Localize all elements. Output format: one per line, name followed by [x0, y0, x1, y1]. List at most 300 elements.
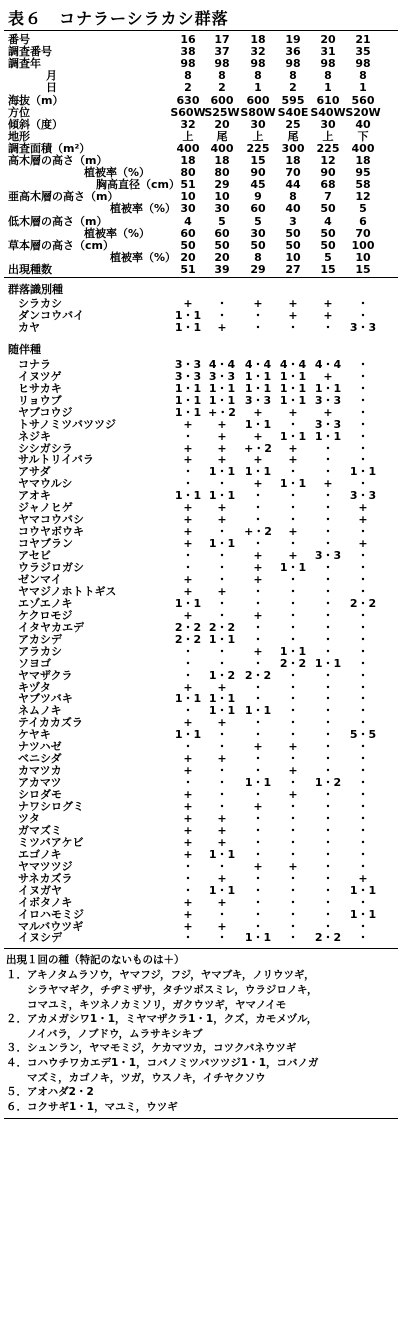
- cell-plot-2: ・: [216, 776, 228, 790]
- cell-plot-1: +: [183, 513, 193, 527]
- header-row: [0, 263, 402, 276]
- cell-plot-4: +: [288, 453, 298, 467]
- cell-plot-4: ・: [287, 907, 299, 921]
- cell-plot-4: 1・1: [279, 393, 307, 407]
- cell-plot-2: +: [217, 823, 227, 837]
- row-label: 調査面積（m²）: [8, 141, 91, 155]
- cell-plot-1: 51: [180, 262, 196, 276]
- cell-plot-5: 90: [320, 166, 336, 180]
- cell-plot-6: 98: [355, 57, 371, 71]
- cell-plot-5: S40W: [310, 105, 346, 119]
- cell-plot-5: ・: [322, 572, 334, 586]
- row-label: 植被率（%）: [84, 166, 151, 180]
- cell-plot-4: 70: [285, 166, 301, 180]
- header-row: [0, 251, 402, 264]
- cell-plot-6: 70: [355, 226, 371, 240]
- cell-plot-4: ・: [287, 513, 299, 527]
- cell-plot-6: 5・5: [349, 728, 377, 742]
- row-label: ヤマジノホトトギス: [18, 584, 117, 598]
- cell-plot-4: +: [288, 740, 298, 754]
- cell-plot-1: 2: [184, 81, 192, 95]
- cell-plot-2: +: [217, 453, 227, 467]
- cell-plot-4: ・: [287, 800, 299, 813]
- row-label: コヤブラン: [18, 537, 73, 551]
- cell-plot-5: 12: [320, 154, 336, 167]
- cell-plot-5: ・: [322, 561, 334, 574]
- cell-plot-4: 19: [285, 33, 301, 46]
- cell-plot-4: ・: [287, 596, 299, 610]
- footnote-line: ４．コハウチワカエデ1・1，コバノミツバツツジ1・1，コバノガ: [6, 1057, 319, 1069]
- cell-plot-1: 上: [182, 129, 194, 143]
- cell-plot-2: 98: [214, 57, 230, 71]
- cell-plot-1: ・: [182, 859, 194, 873]
- cell-plot-2: +: [217, 441, 227, 455]
- row-label: シロダモ: [18, 788, 62, 802]
- footnote-line: シラヤマギク，チヂミザサ，タチツボスミレ，ウラジロノキ，: [6, 984, 318, 996]
- cell-plot-2: 50: [214, 238, 230, 252]
- cell-plot-2: +: [217, 895, 227, 909]
- cell-plot-3: ・: [252, 788, 264, 802]
- footnote-line: ３．シュンラン，ヤマモミジ，ケカマツカ，コツクバネウツギ: [6, 1042, 297, 1055]
- cell-plot-3: ・: [252, 308, 264, 322]
- cell-plot-5: ・: [322, 692, 334, 706]
- cell-plot-6: ・: [357, 692, 369, 706]
- cell-plot-2: +: [217, 501, 227, 515]
- cell-plot-5: ・: [322, 513, 334, 527]
- section-label-companion: 随伴種: [8, 342, 41, 356]
- row-label: 番号: [8, 33, 30, 46]
- cell-plot-2: 1・2: [208, 668, 236, 682]
- cell-plot-1: +: [183, 453, 193, 467]
- row-label: キヅタ: [18, 680, 51, 694]
- row-label: サネカズラ: [18, 871, 73, 885]
- cell-plot-6: 6: [359, 214, 367, 228]
- cell-plot-5: 3・3: [314, 417, 342, 431]
- header-row: [0, 33, 402, 46]
- cell-plot-4: S40E: [277, 105, 309, 119]
- cell-plot-1: ・: [182, 776, 194, 790]
- cell-plot-3: ・: [252, 728, 264, 742]
- cell-plot-2: +: [217, 584, 227, 598]
- cell-plot-2: 1・1: [208, 465, 236, 479]
- section-label-diagnostic: 群落識別種: [8, 283, 63, 296]
- cell-plot-1: +: [183, 847, 193, 861]
- row-label: イヌシデ: [18, 931, 62, 945]
- cell-plot-3: ・: [252, 584, 264, 598]
- header-row: [0, 57, 402, 70]
- cell-plot-6: ・: [357, 835, 369, 849]
- cell-plot-3: 98: [250, 57, 266, 71]
- cell-plot-3: 1・1: [244, 776, 272, 790]
- cell-plot-4: ・: [287, 417, 299, 431]
- cell-plot-6: ・: [357, 656, 369, 670]
- cell-plot-4: ・: [287, 537, 299, 551]
- row-label: シシガシラ: [18, 441, 73, 455]
- cell-plot-1: 51: [180, 178, 196, 192]
- cell-plot-6: ・: [357, 895, 369, 909]
- cell-plot-1: +: [183, 501, 193, 515]
- cell-plot-5: ・: [322, 847, 334, 861]
- cell-plot-4: ・: [287, 704, 299, 718]
- row-label: 植被率（%）: [110, 250, 177, 264]
- cell-plot-4: ・: [287, 716, 299, 730]
- cell-plot-3: 29: [250, 262, 266, 276]
- cell-plot-3: +: [253, 859, 263, 873]
- cell-plot-4: 300: [281, 141, 305, 155]
- cell-plot-4: ・: [287, 752, 299, 766]
- cell-plot-3: 5: [254, 214, 262, 228]
- cell-plot-4: 1・1: [279, 429, 307, 443]
- cell-plot-4: 10: [285, 250, 301, 264]
- header-row: [0, 142, 402, 155]
- cell-plot-5: 1・1: [314, 656, 342, 670]
- cell-plot-2: 400: [210, 141, 234, 155]
- cell-plot-5: 2・2: [314, 931, 342, 945]
- cell-plot-1: 1・1: [174, 405, 202, 419]
- cell-plot-5: +: [323, 477, 333, 491]
- cell-plot-6: 1・1: [349, 465, 377, 479]
- cell-plot-6: ・: [357, 788, 369, 802]
- cell-plot-3: 9: [254, 190, 262, 204]
- row-label: アオキ: [18, 489, 51, 503]
- cell-plot-6: ・: [357, 668, 369, 682]
- cell-plot-6: ・: [357, 859, 369, 873]
- cell-plot-4: +: [288, 441, 298, 455]
- row-label: 日: [46, 81, 57, 95]
- cell-plot-6: ・: [357, 441, 369, 455]
- cell-plot-4: ・: [287, 692, 299, 706]
- cell-plot-4: 98: [285, 57, 301, 71]
- cell-plot-3: ・: [252, 716, 264, 730]
- cell-plot-3: +: [253, 549, 263, 563]
- cell-plot-2: S25W: [204, 105, 240, 119]
- cell-plot-6: ・: [357, 823, 369, 837]
- cell-plot-4: ・: [287, 811, 299, 825]
- cell-plot-4: ・: [287, 584, 299, 598]
- header-row: [0, 239, 402, 252]
- cell-plot-1: +: [183, 764, 193, 778]
- cell-plot-5: ・: [322, 584, 334, 598]
- cell-plot-4: ・: [287, 632, 299, 646]
- cell-plot-5: ・: [322, 644, 334, 658]
- row-label: 植被率（%）: [84, 226, 151, 240]
- cell-plot-3: +・2: [244, 525, 272, 539]
- cell-plot-5: ・: [322, 680, 334, 694]
- cell-plot-5: ・: [322, 537, 334, 551]
- cell-plot-5: ・: [322, 489, 334, 503]
- cell-plot-4: ・: [287, 919, 299, 933]
- cell-plot-5: ・: [322, 835, 334, 849]
- cell-plot-2: ・: [216, 788, 228, 802]
- cell-plot-1: +: [183, 811, 193, 825]
- cell-plot-3: +: [253, 429, 263, 443]
- row-label: ケクロモジ: [18, 608, 73, 622]
- cell-plot-1: 60: [180, 226, 196, 240]
- cell-plot-3: ・: [252, 596, 264, 610]
- cell-plot-2: 80: [214, 166, 230, 180]
- cell-plot-6: ・: [357, 417, 369, 431]
- cell-plot-2: +: [217, 513, 227, 527]
- cell-plot-2: 2: [218, 81, 226, 95]
- cell-plot-3: 50: [250, 238, 266, 252]
- cell-plot-2: ・: [216, 608, 228, 622]
- cell-plot-5: ・: [322, 320, 334, 334]
- cell-plot-6: ・: [357, 357, 369, 371]
- cell-plot-1: 18: [180, 154, 196, 167]
- cell-plot-3: 1・1: [244, 417, 272, 431]
- bottom-rule: [4, 1118, 398, 1119]
- cell-plot-4: ・: [287, 835, 299, 849]
- cell-plot-2: 1・1: [208, 847, 236, 861]
- cell-plot-6: +: [358, 513, 368, 527]
- cell-plot-6: ・: [357, 381, 369, 395]
- header-row: [0, 130, 402, 143]
- cell-plot-2: 39: [214, 262, 230, 276]
- cell-plot-2: 20: [214, 117, 230, 131]
- cell-plot-5: 7: [324, 190, 332, 204]
- cell-plot-3: ・: [252, 680, 264, 694]
- cell-plot-4: +: [288, 549, 298, 563]
- row-label: ヤブツバキ: [18, 692, 73, 706]
- cell-plot-6: ・: [357, 405, 369, 419]
- cell-plot-6: 560: [351, 93, 375, 107]
- cell-plot-5: 4: [324, 214, 332, 228]
- cell-plot-1: ・: [182, 465, 194, 479]
- cell-plot-5: ・: [322, 895, 334, 909]
- cell-plot-5: ・: [322, 823, 334, 837]
- cell-plot-6: 95: [355, 166, 371, 180]
- cell-plot-1: ・: [182, 656, 194, 670]
- cell-plot-3: +: [253, 297, 263, 310]
- cell-plot-6: ・: [357, 919, 369, 933]
- cell-plot-3: ・: [252, 692, 264, 706]
- cell-plot-4: 44: [285, 178, 301, 192]
- cell-plot-1: ・: [182, 871, 194, 885]
- cell-plot-2: ・: [216, 656, 228, 670]
- cell-plot-3: 32: [250, 45, 266, 59]
- table-title: 表６ コナラーシラカシ群落: [8, 9, 229, 28]
- row-label: ネムノキ: [18, 704, 62, 718]
- cell-plot-1: 30: [180, 202, 196, 216]
- cell-plot-2: ・: [216, 764, 228, 778]
- cell-plot-6: 15: [355, 262, 371, 276]
- cell-plot-5: 225: [316, 141, 340, 155]
- row-label: ジャノヒゲ: [18, 501, 73, 515]
- row-label: ヤマザクラ: [18, 668, 73, 682]
- cell-plot-3: +: [253, 477, 263, 491]
- header-row: [0, 106, 402, 119]
- cell-plot-2: +: [217, 919, 227, 933]
- row-label: リョウブ: [18, 393, 62, 407]
- cell-plot-3: ・: [252, 489, 264, 503]
- cell-plot-6: ・: [357, 800, 369, 813]
- cell-plot-2: 1・1: [208, 692, 236, 706]
- cell-plot-6: ・: [357, 811, 369, 825]
- cell-plot-4: +: [288, 297, 298, 310]
- footnote-line: ６．コクサギ1・1，マユミ，ウツギ: [6, 1100, 178, 1113]
- cell-plot-3: +: [253, 644, 263, 658]
- cell-plot-6: +: [358, 871, 368, 885]
- row-label: アカマツ: [18, 776, 62, 790]
- cell-plot-5: 50: [320, 226, 336, 240]
- cell-plot-2: 1・1: [208, 393, 236, 407]
- cell-plot-6: 2・2: [349, 596, 377, 610]
- header-row: [0, 190, 402, 203]
- row-label: 亜高木層の高さ（m）: [8, 190, 119, 204]
- cell-plot-1: 1・1: [174, 308, 202, 322]
- cell-plot-1: +: [183, 752, 193, 766]
- row-label: ナワシログミ: [18, 800, 84, 813]
- row-label: ヤブコウジ: [18, 405, 73, 419]
- row-label: エゴノキ: [18, 847, 62, 861]
- cell-plot-1: +: [183, 441, 193, 455]
- cell-plot-3: 3・3: [244, 393, 272, 407]
- row-label: 草本層の高さ（cm）: [8, 238, 114, 252]
- cell-plot-1: ・: [182, 668, 194, 682]
- cell-plot-5: +: [323, 405, 333, 419]
- cell-plot-5: 3・3: [314, 549, 342, 563]
- cell-plot-5: ・: [322, 764, 334, 778]
- cell-plot-2: ・: [216, 549, 228, 563]
- row-label: アサダ: [18, 465, 51, 479]
- cell-plot-1: 10: [180, 190, 196, 204]
- cell-plot-3: ・: [252, 632, 264, 646]
- cell-plot-1: ・: [182, 477, 194, 491]
- cell-plot-4: +: [288, 764, 298, 778]
- cell-plot-5: ・: [322, 788, 334, 802]
- row-label: ベニシダ: [18, 752, 62, 766]
- cell-plot-4: 2・2: [279, 656, 307, 670]
- cell-plot-5: ・: [322, 907, 334, 921]
- cell-plot-5: ・: [322, 811, 334, 825]
- cell-plot-3: ・: [252, 811, 264, 825]
- cell-plot-6: 5: [359, 202, 367, 216]
- cell-plot-5: 15: [320, 262, 336, 276]
- cell-plot-6: 10: [355, 250, 371, 264]
- cell-plot-6: ・: [357, 680, 369, 694]
- cell-plot-5: ・: [322, 608, 334, 622]
- cell-plot-1: +: [183, 907, 193, 921]
- cell-plot-1: ・: [182, 704, 194, 718]
- row-label: アカシデ: [18, 632, 62, 646]
- cell-plot-6: ・: [357, 704, 369, 718]
- row-label: テイカカズラ: [18, 716, 83, 730]
- row-label: カヤ: [18, 320, 40, 334]
- cell-plot-4: 1・1: [279, 381, 307, 395]
- cell-plot-1: ・: [182, 561, 194, 574]
- footnote-line: コマユミ，キツネノカミソリ，ガクウツギ，ヤマノイモ: [6, 998, 287, 1011]
- species-row: [0, 321, 402, 334]
- cell-plot-6: ・: [357, 525, 369, 539]
- row-label: シラカシ: [18, 297, 62, 310]
- cell-plot-3: 18: [250, 33, 266, 46]
- cell-plot-5: 8: [324, 69, 332, 83]
- cell-plot-1: +: [183, 297, 193, 310]
- row-label: 高木層の高さ（m）: [8, 154, 108, 167]
- cell-plot-5: ・: [322, 716, 334, 730]
- cell-plot-3: 8: [254, 250, 262, 264]
- cell-plot-5: ・: [322, 752, 334, 766]
- cell-plot-6: 40: [355, 117, 371, 131]
- cell-plot-1: +: [183, 716, 193, 730]
- cell-plot-5: ・: [322, 453, 334, 467]
- cell-plot-5: 50: [320, 202, 336, 216]
- row-label: 傾斜（度）: [8, 117, 63, 131]
- cell-plot-1: 2・2: [174, 620, 202, 634]
- cell-plot-2: ・: [216, 644, 228, 658]
- cell-plot-2: 20: [214, 250, 230, 264]
- cell-plot-1: ・: [182, 883, 194, 897]
- cell-plot-4: ・: [287, 620, 299, 634]
- cell-plot-4: ・: [287, 883, 299, 897]
- cell-plot-3: ・: [252, 537, 264, 551]
- cell-plot-3: +: [253, 405, 263, 419]
- footnote-line: ノイバラ，ノブドウ，ムラサキシキブ: [6, 1027, 203, 1040]
- cell-plot-3: +: [253, 608, 263, 622]
- cell-plot-3: ・: [252, 513, 264, 527]
- cell-plot-2: 1・1: [208, 883, 236, 897]
- cell-plot-1: 16: [180, 33, 196, 46]
- cell-plot-1: 8: [184, 69, 192, 83]
- cell-plot-2: ・: [216, 859, 228, 873]
- cell-plot-6: 100: [351, 238, 375, 252]
- cell-plot-1: +: [183, 788, 193, 802]
- cell-plot-4: ・: [287, 931, 299, 945]
- cell-plot-5: ・: [322, 441, 334, 455]
- cell-plot-4: 36: [285, 45, 301, 59]
- cell-plot-4: 2: [289, 81, 297, 95]
- cell-plot-1: +: [183, 417, 193, 431]
- cell-plot-5: 610: [316, 93, 340, 107]
- cell-plot-5: ・: [322, 596, 334, 610]
- cell-plot-2: +: [217, 417, 227, 431]
- cell-plot-1: 4: [184, 214, 192, 228]
- cell-plot-2: 37: [214, 45, 230, 59]
- cell-plot-2: 1・1: [208, 489, 236, 503]
- row-label: ゼンマイ: [18, 572, 62, 586]
- cell-plot-5: ・: [322, 859, 334, 873]
- header-row: [0, 154, 402, 167]
- row-label: イボタノキ: [18, 895, 73, 909]
- cell-plot-4: 27: [285, 262, 301, 276]
- footnote-line: １．アキノタムラソウ，ヤマフジ，フジ，ヤマブキ，ノリウツギ，: [6, 969, 315, 982]
- cell-plot-3: 上: [252, 129, 264, 143]
- cell-plot-1: 1・1: [174, 692, 202, 706]
- cell-plot-5: ・: [322, 501, 334, 515]
- row-label: 調査番号: [8, 45, 52, 59]
- cell-plot-2: 30: [214, 202, 230, 216]
- cell-plot-6: 21: [355, 33, 371, 46]
- cell-plot-2: 60: [214, 226, 230, 240]
- cell-plot-5: 1・1: [314, 429, 342, 443]
- cell-plot-5: 31: [320, 45, 336, 59]
- cell-plot-5: +: [323, 369, 333, 383]
- cell-plot-3: 45: [250, 178, 266, 192]
- cell-plot-3: ・: [252, 752, 264, 766]
- cell-plot-3: +: [253, 561, 263, 574]
- cell-plot-6: ・: [357, 620, 369, 634]
- cell-plot-1: +: [183, 800, 193, 813]
- cell-plot-4: +: [288, 405, 298, 419]
- cell-plot-1: 1・1: [174, 596, 202, 610]
- cell-plot-6: 1: [359, 81, 367, 95]
- cell-plot-2: +: [217, 429, 227, 443]
- cell-plot-3: +: [253, 740, 263, 754]
- cell-plot-3: +: [253, 800, 263, 813]
- cell-plot-4: 40: [285, 202, 301, 216]
- cell-plot-5: ・: [322, 704, 334, 718]
- cell-plot-5: 1: [324, 81, 332, 95]
